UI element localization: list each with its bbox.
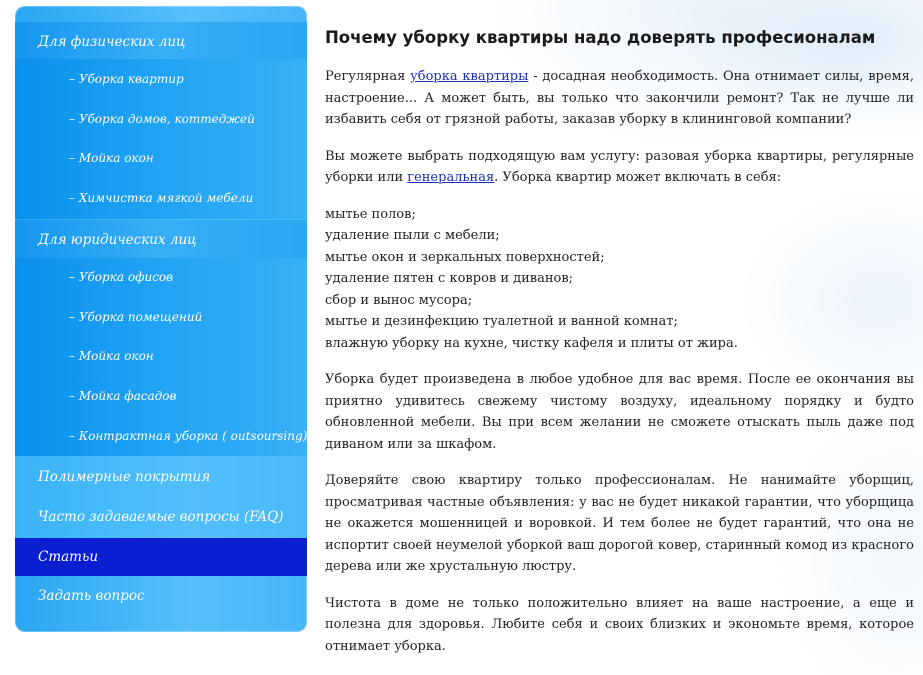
sidebar-item-ask-question[interactable]: Задать вопрос xyxy=(38,588,145,604)
sidebar-item-polymer-coatings[interactable]: Полимерные покрытия xyxy=(38,469,211,485)
paragraph-services xyxy=(325,146,914,189)
list-item: удаление пятен с ковров и диванов; xyxy=(325,271,574,286)
sidebar-subitem-window-cleaning[interactable]: – Мойка окон xyxy=(69,151,154,165)
list-item: мытье полов; xyxy=(325,206,416,222)
paragraph-professionals: Доверяйте свою квартиру только профессионалам. Не нанимайте уборщиц, просматривая частные объявления: у вас не будет никакой гарантии, что уборщица не окажется мошенницей и воровкой. И тем более не будет гарантий, что она не испортит своей неумелой уборкой ваш дорогой ковер, старинный комод из красного дерева или же хрустальную люстру. xyxy=(325,473,914,574)
sidebar-subitem-window-washing[interactable]: – Мойка окон xyxy=(69,349,154,363)
list-item: мытье и дезинфекцию туалетной и ванной комнат; xyxy=(325,314,678,329)
article-content xyxy=(325,28,914,657)
list-item: сбор и вынос мусора; xyxy=(325,292,473,308)
sidebar-item-companies[interactable]: Для юридических лиц xyxy=(38,232,197,248)
sidebar-subitem-upholstery-cleaning[interactable]: – Химчистка мягкой мебели xyxy=(69,191,254,205)
paragraph-text: - досадная необходимость. Она отнимает силы, время, настроение... А может быть, вы только что закончили ремонт? Так не лучше ли избавить себя от грязной работы, заказав уборку в клининговой компании? xyxy=(325,69,914,127)
sidebar-subitem-office-cleaning[interactable]: – Уборка офисов xyxy=(69,270,174,284)
paragraph-text: Регулярная xyxy=(325,69,411,84)
paragraph-text: Вы можете выбрать подходящую вам услугу: разовая уборка квартиры, регулярные уборки или xyxy=(325,148,914,185)
page-title: Почему уборку квартиры надо доверять професионалам xyxy=(325,28,876,47)
apartment-cleaning-link[interactable]: уборка квартиры xyxy=(410,69,529,84)
list-item: влажную уборку на кухне, чистку кафеля и плиты от жира. xyxy=(325,335,738,351)
list-item: удаление пыли с мебели; xyxy=(325,228,500,243)
paragraph-intro xyxy=(325,66,914,131)
sidebar-subitem-premises-cleaning[interactable]: – Уборка помещений xyxy=(69,310,203,324)
sidebar-item-articles[interactable]: Статьи xyxy=(38,549,99,565)
general-cleaning-link[interactable]: генеральная xyxy=(407,170,495,185)
sidebar-item-individuals[interactable]: Для физических лиц xyxy=(38,34,186,50)
sidebar-subitem-facade-washing[interactable]: – Мойка фасадов xyxy=(69,389,177,403)
sidebar-item-faq[interactable]: Часто задаваемые вопросы (FAQ) xyxy=(38,509,284,525)
services-list xyxy=(325,204,914,355)
sidebar-menu xyxy=(15,6,307,632)
list-item: мытье окон и зеркальных поверхностей; xyxy=(325,249,605,265)
sidebar-subitem-apartment-cleaning[interactable]: – Уборка квартир xyxy=(69,72,184,86)
paragraph-health: Чистота в доме не только положительно влияет на ваше настроение, а еще и полезна для здоровья. Любите себя и своих близких и экономьте время, которое отнимает уборка. xyxy=(325,595,914,654)
paragraph-text: . Уборка квартир может включать в себя: xyxy=(494,170,782,185)
sidebar-subitem-house-cleaning[interactable]: – Уборка домов, коттеджей xyxy=(69,112,255,126)
paragraph-result: Уборка будет произведена в любое удобное для вас время. После ее окончания вы приятно удивитесь свежему чистому воздуху, идеальному порядку и будто обновленной мебели. Вы при всем желании не сможете отыскать пыль даже под диваном или за шкафом. xyxy=(325,372,914,452)
sidebar-subitem-contract-cleaning[interactable]: – Контрактная уборка ( outsoursing) xyxy=(69,429,307,443)
